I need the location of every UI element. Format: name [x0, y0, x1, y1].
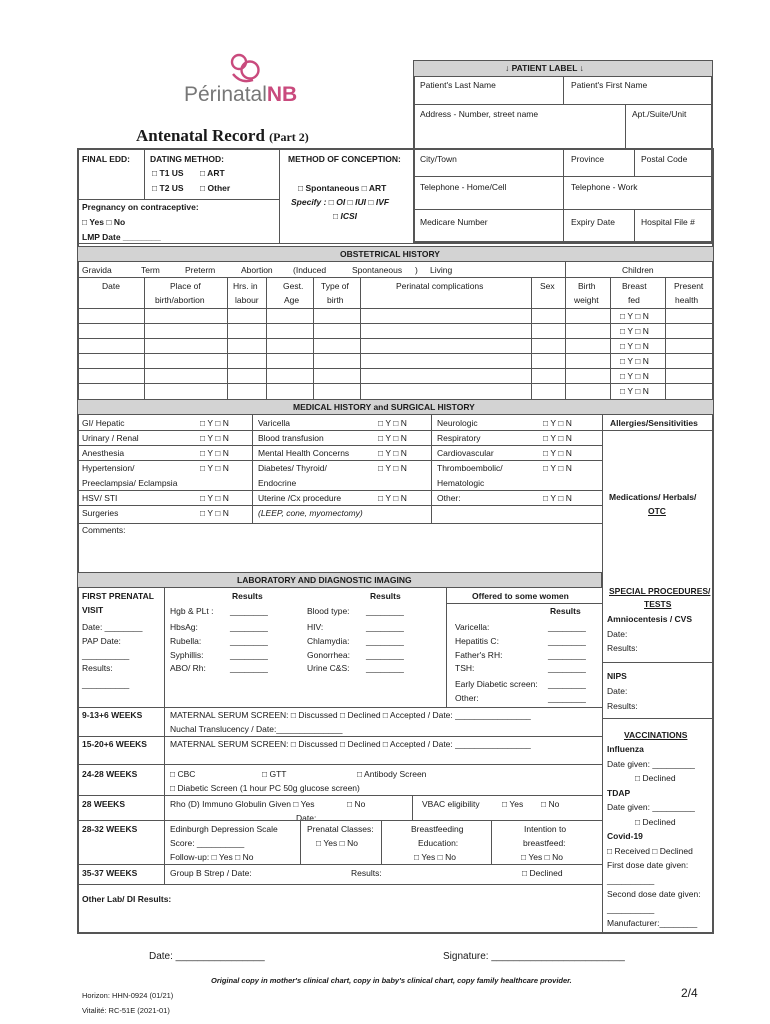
page-number: 2/4	[681, 986, 698, 1000]
lab-test-col1: Rubella:	[170, 636, 202, 646]
lab-test-col3: Father's RH:	[455, 650, 503, 660]
medical-condition-col1: HSV/ STI	[82, 493, 118, 503]
col-hrs1: Hrs. in	[233, 281, 258, 291]
col-date: Date	[102, 281, 120, 291]
first-visit-date[interactable]: Date: ________	[82, 622, 143, 632]
lab-blank-col3[interactable]: ________	[548, 663, 586, 673]
lab-blank-col3[interactable]: ________	[548, 636, 586, 646]
lab-test-col3: Early Diabetic screen:	[455, 679, 538, 689]
bf-yn-4[interactable]: □ Y □ N	[620, 356, 649, 366]
last-name-label: Patient's Last Name	[420, 80, 496, 90]
city-label: City/Town	[420, 154, 457, 164]
first-name-label: Patient's First Name	[571, 80, 648, 90]
nips-date[interactable]: Date:	[607, 686, 628, 696]
lab-test-col1: Syphillis:	[170, 650, 204, 660]
medical-yn-col3[interactable]: □ Y □ N	[543, 463, 572, 473]
lab-blank-col2[interactable]: ________	[366, 650, 404, 660]
col-gest2: Age	[284, 295, 300, 305]
col-bf1: Breast	[622, 281, 647, 291]
medications-label2: OTC	[648, 506, 666, 516]
title-main: Antenatal Record	[136, 126, 265, 145]
weeks-9-13-nuchal[interactable]: Nuchal Translucency / Date:______________	[170, 724, 343, 734]
medical-yn-col1[interactable]: □ Y □ N	[200, 508, 229, 518]
medical-yn-col1[interactable]: □ Y □ N	[200, 448, 229, 458]
second-dose-line[interactable]: __________	[607, 904, 655, 914]
conception-spontaneous[interactable]: □ Spontaneous □ ART	[298, 183, 387, 193]
medical-condition-col2: Varicella	[258, 418, 290, 428]
abortion: Abortion	[241, 265, 273, 275]
medical-condition-col3: Thromboembolic/	[437, 463, 503, 473]
comments-label: Comments:	[82, 525, 126, 535]
amnio-label: Amniocentesis / CVS	[607, 614, 693, 624]
manufacturer[interactable]: Manufacturer:________	[607, 918, 698, 928]
col-bw2: weight	[574, 295, 599, 305]
tel-home-label: Telephone - Home/Cell	[420, 182, 507, 192]
bf-yn-3[interactable]: □ Y □ N	[620, 341, 649, 351]
col-bw1: Birth	[578, 281, 596, 291]
pap-line[interactable]: __________	[82, 650, 130, 660]
first-prenatal-1: FIRST PRENATAL	[82, 591, 154, 601]
province-label: Province	[571, 154, 605, 164]
dating-art[interactable]: □ ART	[200, 168, 225, 178]
col-perinatal: Perinatal complications	[396, 281, 484, 291]
lab-test-col2: Gonorrhea:	[307, 650, 350, 660]
prenatal-yn[interactable]: □ Yes □ No	[316, 838, 358, 848]
lab-blank-col1[interactable]: ________	[230, 663, 268, 673]
medical-condition-col3: Neurologic	[437, 418, 478, 428]
final-edd-label: FINAL EDD:	[82, 154, 131, 164]
medical-yn-col1[interactable]: □ Y □ N	[200, 493, 229, 503]
edinburgh: Edinburgh Depression Scale	[170, 824, 278, 834]
lab-test-col2: Blood type:	[307, 606, 350, 616]
medical-condition-col3: Cardiovascular	[437, 448, 494, 458]
logo	[180, 50, 310, 108]
gtt-checkbox[interactable]: □ GTT	[262, 769, 287, 779]
footer-note: Original copy in mother's clinical chart, copy in baby's clinical chart, copy family healthcare provider.	[211, 976, 572, 985]
antibody-checkbox[interactable]: □ Antibody Screen	[357, 769, 427, 779]
rho-date[interactable]: Date:	[296, 813, 317, 823]
medical-yn-col1[interactable]: □ Y □ N	[200, 418, 229, 428]
contraceptive-label: Pregnancy on contraceptive:	[82, 202, 199, 212]
weeks-9-13: 9-13+6 WEEKS	[82, 710, 143, 720]
amnio-results[interactable]: Results:	[607, 643, 638, 653]
lab-blank-col2[interactable]: ________	[366, 622, 404, 632]
contraceptive-yes-no[interactable]: □ Yes □ No	[82, 217, 126, 227]
lmp-date[interactable]: LMP Date ________	[82, 232, 161, 242]
gbs-declined[interactable]: □ Declined	[522, 868, 563, 878]
medical-condition-col2: Blood transfusion	[258, 433, 324, 443]
second-dose: Second dose date given:	[607, 889, 701, 899]
weeks-9-13-serum[interactable]: MATERNAL SERUM SCREEN: □ Discussed □ Declined □ Accepted / Date: ________________	[170, 710, 531, 720]
vbac-label: VBAC eligibility	[422, 799, 480, 809]
weeks-28: 28 WEEKS	[82, 799, 125, 809]
medical-condition-col3: Hematologic	[437, 478, 485, 488]
lab-results-3: Results	[550, 606, 581, 616]
apt-label: Apt./Suite/Unit	[632, 109, 687, 119]
title-part: (Part 2)	[269, 130, 309, 144]
first-prenatal-2: VISIT	[82, 605, 104, 615]
lab-blank-col3[interactable]: ________	[548, 693, 586, 703]
dating-t1[interactable]: □ T1 US	[152, 168, 184, 178]
children: Children	[622, 265, 654, 275]
medications-label1: Medications/ Herbals/	[609, 492, 697, 502]
bf-yn-6[interactable]: □ Y □ N	[620, 386, 649, 396]
medical-yn-col2[interactable]: □ Y □ N	[378, 433, 407, 443]
hospital-label: Hospital File #	[641, 217, 695, 227]
lab-blank-col3[interactable]: ________	[548, 679, 586, 689]
medicare-label: Medicare Number	[420, 217, 488, 227]
intention: Intention to	[524, 824, 567, 834]
medical-condition-col3: Respiratory	[437, 433, 481, 443]
results-line[interactable]: __________	[82, 679, 130, 689]
medical-yn-col3[interactable]: □ Y □ N	[543, 418, 572, 428]
breastfeed: breastfeed:	[523, 838, 566, 848]
lab-blank-col2[interactable]: ________	[366, 636, 404, 646]
preterm: Preterm	[185, 265, 216, 275]
weeks-15-20: 15-20+6 WEEKS	[82, 739, 147, 749]
medical-yn-col2[interactable]: □ Y □ N	[378, 493, 407, 503]
dating-t2[interactable]: □ T2 US	[152, 183, 184, 193]
bf-yn-5[interactable]: □ Y □ N	[620, 371, 649, 381]
education: Education:	[418, 838, 459, 848]
special-procedures-2: TESTS	[644, 599, 672, 609]
medical-condition-col1: Preeclampsia/ Eclampsia	[82, 478, 178, 488]
diabetic-checkbox[interactable]: □ Diabetic Screen (1 hour PC 50g glucose screen)	[170, 783, 360, 793]
rho-given[interactable]: Rho (D) Immuno Globulin Given □ Yes	[170, 799, 315, 809]
lab-offered: Offered to some women	[472, 591, 569, 601]
medical-yn-col3[interactable]: □ Y □ N	[543, 433, 572, 443]
lab-blank-col3[interactable]: ________	[548, 650, 586, 660]
medical-condition-col1: Anesthesia	[82, 448, 125, 458]
other-lab-label: Other Lab/ DI Results:	[82, 894, 172, 904]
medical-yn-col1[interactable]: □ Y □ N	[200, 463, 229, 473]
footer-date[interactable]: Date: ________________	[149, 951, 265, 962]
gbs-results[interactable]: Results:	[351, 868, 382, 878]
lab-test-col2: Urine C&S:	[307, 663, 350, 673]
col-place1: Place of	[170, 281, 201, 291]
medical-condition-col1: Urinary / Renal	[82, 433, 139, 443]
edinburgh-score[interactable]: Score: __________	[170, 838, 245, 848]
col-bf2: fed	[628, 295, 640, 305]
tdap-date[interactable]: Date given: _________	[607, 802, 695, 812]
tel-work-label: Telephone - Work	[571, 182, 638, 192]
logo-text-nb: NB	[266, 83, 298, 106]
nips-results[interactable]: Results:	[607, 701, 638, 711]
lab-test-col2: HIV:	[307, 622, 324, 632]
col-place2: birth/abortion	[155, 295, 205, 305]
medical-yn-col2[interactable]: □ Y □ N	[378, 463, 407, 473]
special-procedures-1: SPECIAL PROCEDURES/	[609, 586, 711, 596]
medical-yn-col3[interactable]: □ Y □ N	[543, 493, 572, 503]
col-sex: Sex	[540, 281, 555, 291]
footer-signature[interactable]: Signature: ________________________	[443, 951, 625, 962]
covid-status[interactable]: □ Received □ Declined	[607, 846, 693, 856]
breastfeeding: Breastfeeding	[411, 824, 464, 834]
influenza-label: Influenza	[607, 744, 644, 754]
col-hrs2: labour	[235, 295, 259, 305]
gbs-date[interactable]: Group B Strep / Date:	[170, 868, 252, 878]
first-dose: First dose date given:	[607, 860, 689, 870]
medical-yn-col3[interactable]: □ Y □ N	[543, 448, 572, 458]
footer-vitalite: Vitalité: RC-51E (2021-01)	[82, 1006, 170, 1015]
dating-method-label: DATING METHOD:	[150, 154, 224, 164]
influenza-declined[interactable]: □ Declined	[635, 773, 676, 783]
vaccinations-label: VACCINATIONS	[624, 730, 688, 740]
medical-condition-col2: (LEEP, cone, myomectomy)	[258, 508, 363, 518]
lab-results-2: Results	[370, 591, 401, 601]
footer-horizon: Horizon: HHN-0924 (01/21)	[82, 991, 174, 1000]
lab-results-1: Results	[232, 591, 263, 601]
lab-test-col2: Chlamydia:	[307, 636, 350, 646]
page-title	[136, 127, 309, 144]
bf-yn-1[interactable]: □ Y □ N	[620, 311, 649, 321]
rho-no[interactable]: □ No	[347, 799, 366, 809]
obstetrical-title: OBSTETRICAL HISTORY	[340, 249, 440, 259]
weeks-24-28: 24-28 WEEKS	[82, 769, 138, 779]
medical-condition-col1: Surgeries	[82, 508, 119, 518]
lab-blank-col2[interactable]: ________	[366, 663, 404, 673]
education-yn[interactable]: □ Yes □ No	[414, 852, 456, 862]
lab-title: LABORATORY AND DIAGNOSTIC IMAGING	[237, 575, 412, 585]
medical-title: MEDICAL HISTORY and SURGICAL HISTORY	[293, 402, 475, 412]
covid-label: Covid-19	[607, 831, 643, 841]
col-ph1: Present	[674, 281, 704, 291]
results-label: Results:	[82, 663, 113, 673]
medical-yn-col2[interactable]: □ Y □ N	[378, 448, 407, 458]
logo-mark-icon	[225, 50, 265, 86]
lab-blank-col2[interactable]: ________	[366, 606, 404, 616]
prenatal-classes: Prenatal Classes:	[307, 824, 374, 834]
tdap-declined[interactable]: □ Declined	[635, 817, 676, 827]
gravida: Gravida	[82, 265, 112, 275]
lab-blank-col1[interactable]: ________	[230, 650, 268, 660]
amnio-date[interactable]: Date:	[607, 629, 628, 639]
pap-date[interactable]: PAP Date:	[82, 636, 121, 646]
conception-icsi[interactable]: □ ICSI	[333, 211, 358, 221]
medical-condition-col3: Other:	[437, 493, 461, 503]
spontaneous: Spontaneous	[352, 265, 403, 275]
expiry-label: Expiry Date	[571, 217, 615, 227]
allergies-label: Allergies/Sensitivities	[610, 418, 698, 428]
lab-test-col3: Hepatitis C:	[455, 636, 499, 646]
medical-condition-col2: Uterine /Cx procedure	[258, 493, 342, 503]
medical-condition-col2: Diabetes/ Thyroid/	[258, 463, 327, 473]
weeks-28-32: 28-32 WEEKS	[82, 824, 138, 834]
lab-test-col1: Hgb & PLt :	[170, 606, 214, 616]
col-type2: birth	[327, 295, 344, 305]
medical-yn-col2[interactable]: □ Y □ N	[378, 418, 407, 428]
term: Term	[141, 265, 160, 275]
medical-condition-col1: Hypertension/	[82, 463, 135, 473]
patient-label-title: ↓ PATIENT LABEL ↓	[505, 63, 584, 73]
medical-yn-col1[interactable]: □ Y □ N	[200, 433, 229, 443]
weeks-15-20-serum[interactable]: MATERNAL SERUM SCREEN: □ Discussed □ Declined □ Accepted / Date: ________________	[170, 739, 531, 749]
vbac-yes[interactable]: □ Yes	[502, 799, 524, 809]
cbc-checkbox[interactable]: □ CBC	[170, 769, 196, 779]
postal-label: Postal Code	[641, 154, 688, 164]
living: Living	[430, 265, 453, 275]
edinburgh-followup[interactable]: Follow-up: □ Yes □ No	[170, 852, 254, 862]
first-dose-line[interactable]: __________	[607, 875, 655, 885]
lab-test-col1: ABO/ Rh:	[170, 663, 206, 673]
lab-test-col1: HbsAg:	[170, 622, 198, 632]
weeks-35-37: 35-37 WEEKS	[82, 868, 138, 878]
induced: (Induced	[293, 265, 327, 275]
influenza-date[interactable]: Date given: _________	[607, 759, 695, 769]
conception-specify[interactable]: Specify : □ OI □ IUI □ IVF	[291, 197, 390, 207]
address-label: Address - Number, street name	[420, 109, 539, 119]
vbac-no[interactable]: □ No	[541, 799, 560, 809]
intention-yn[interactable]: □ Yes □ No	[521, 852, 563, 862]
lab-blank-col1[interactable]: ________	[230, 622, 268, 632]
col-ph2: health	[675, 295, 699, 305]
col-type1: Type of	[321, 281, 349, 291]
lab-test-col3: Other:	[455, 693, 479, 703]
lab-blank-col3[interactable]: ________	[548, 622, 586, 632]
medical-condition-col1: GI/ Hepatic	[82, 418, 125, 428]
bf-yn-2[interactable]: □ Y □ N	[620, 326, 649, 336]
logo-text-perinatal: Périnatal	[184, 83, 267, 106]
lab-test-col3: Varicella:	[455, 622, 490, 632]
tdap-label: TDAP	[607, 788, 631, 798]
conception-label: METHOD OF CONCEPTION:	[288, 154, 401, 164]
lab-blank-col1[interactable]: ________	[230, 636, 268, 646]
lab-test-col3: TSH:	[455, 663, 475, 673]
lab-blank-col1[interactable]: ________	[230, 606, 268, 616]
col-gest1: Gest.	[283, 281, 304, 291]
paren-close: )	[415, 265, 418, 275]
medical-condition-col2: Mental Health Concerns	[258, 448, 350, 458]
medical-condition-col2: Endocrine	[258, 478, 297, 488]
nips-label: NIPS	[607, 671, 627, 681]
dating-other[interactable]: □ Other	[200, 183, 231, 193]
